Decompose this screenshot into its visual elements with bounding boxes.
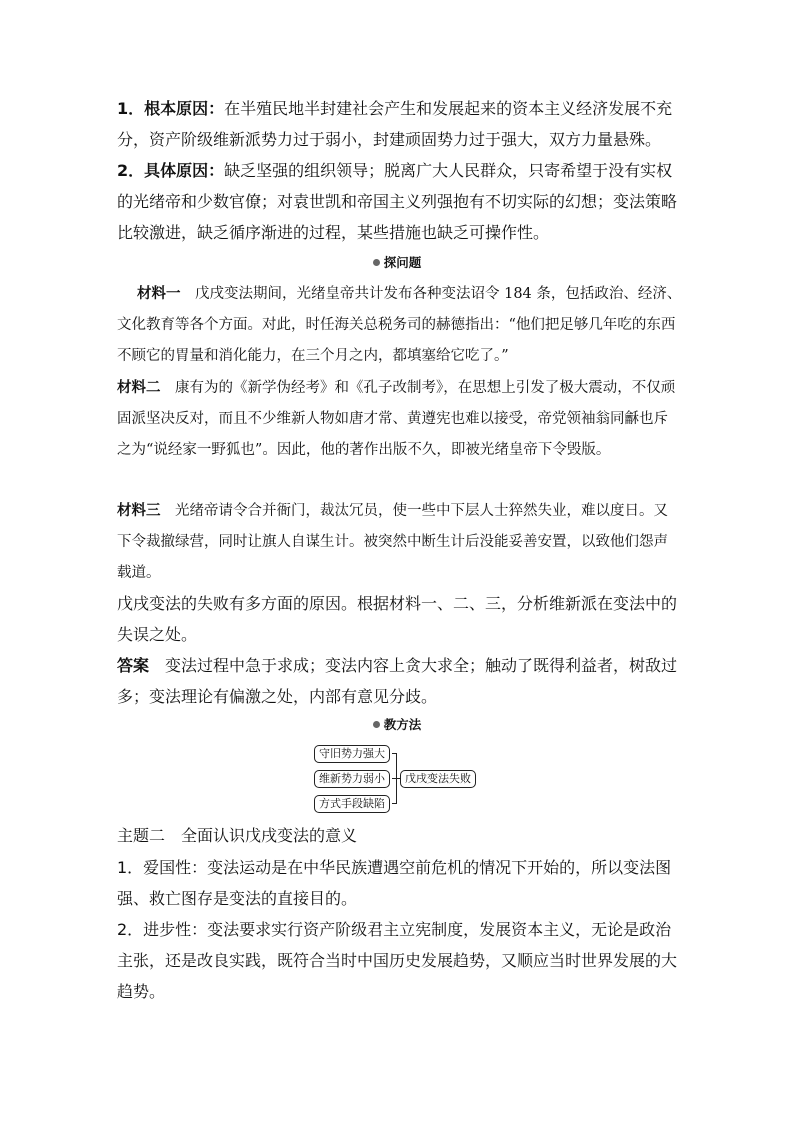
result-box: 戊戌变法失败	[400, 770, 476, 788]
theme2-progressiveness: 2．进步性：变法要求实行资产阶级君主立宪制度，发展资本主义，无论是政治主张，还是改良实践，既符合当时中国历史发展趋势，又顺应当时世界发展的大趋势。	[117, 920, 678, 1001]
specific-reason-label: 2．具体原因：	[117, 161, 225, 180]
fundamental-reason-text: 在半殖民地半封建社会产生和发展起来的资本主义经济发展不充分，资产阶级维新派势力过于弱小，封建顽固势力过于强大，双方力量悬殊。	[117, 99, 673, 149]
fundamental-reason	[117, 93, 682, 155]
material-1	[117, 278, 682, 372]
bracket-line	[392, 803, 396, 804]
material-3	[117, 495, 682, 589]
bracket-line	[392, 753, 396, 754]
specific-reason-text: 缺乏坚强的组织领导；脱离广大人民群众，只寄希望于没有实权的光绪帝和少数官僚；对袁世凯和帝国主义列强抱有不切实际的幻想；变法策略比较激进，缺乏循序渐进的过程，某些措施也缺乏可操作性。	[117, 161, 678, 242]
cause-box: 方式手段缺陷	[314, 795, 390, 813]
material-1-label: 材料一	[137, 285, 181, 302]
cause-diagram	[314, 745, 484, 813]
bullet-dot-icon	[373, 259, 380, 266]
method-heading-text: 教方法	[383, 717, 422, 732]
method-heading	[0, 716, 794, 734]
answer-text: 变法过程中急于求成；变法内容上贪大求全；触动了既得利益者，树敌过多；变法理论有偏激之处，内部有意见分歧。	[117, 656, 678, 706]
cause-box: 维新势力弱小	[314, 770, 390, 788]
answer-label: 答案	[117, 656, 150, 675]
material-3-label: 材料三	[117, 502, 161, 519]
answer	[117, 650, 682, 712]
theme2-title: 主题二 全面认识戊戌变法的意义	[117, 826, 358, 845]
theme2-patriotism: 1．爱国性：变法运动是在中华民族遭遇空前危机的情况下开始的，所以变法图强、救亡图存是变法的直接目的。	[117, 858, 672, 908]
question-text: 戊戌变法的失败有多方面的原因。根据材料一、二、三，分析维新派在变法中的失误之处。	[117, 594, 678, 644]
material-2	[117, 372, 682, 466]
bullet-dot-icon	[373, 721, 380, 728]
cause-box: 守旧势力强大	[314, 745, 390, 763]
fundamental-reason-label: 1．根本原因：	[117, 99, 225, 118]
explore-heading	[0, 254, 794, 272]
material-2-label: 材料二	[117, 379, 161, 396]
material-1-text: 戊戌变法期间，光绪皇帝共计发布各种变法诏令 184 条，包括政治、经济、文化教育等各个方面。对此，时任海关总税务司的赫德指出：“他们把足够几年吃的东西不顾它的胃量和消化能力，在三个月之内，都填塞给它吃了。”	[117, 286, 682, 364]
material-2-text: 康有为的《新学伪经考》和《孔子改制考》，在思想上引发了极大震动，不仅顽固派坚决反对，而且不少维新人物如唐才常、黄遵宪也难以接受，帝党领袖翁同龢也斥之为“说经家一野狐也”。因此，他的著作出版不久，即被光绪皇帝下令毁版。	[117, 380, 676, 458]
explore-heading-text: 探问题	[383, 255, 422, 270]
material-3-text: 光绪帝请令合并衙门，裁汰冗员，使一些中下层人士猝然失业，难以度日。又下令裁撤绿营，同时让旗人自谋生计。被突然中断生计后没能妥善安置，以致他们怨声载道。	[117, 503, 668, 581]
specific-reason	[117, 155, 682, 248]
